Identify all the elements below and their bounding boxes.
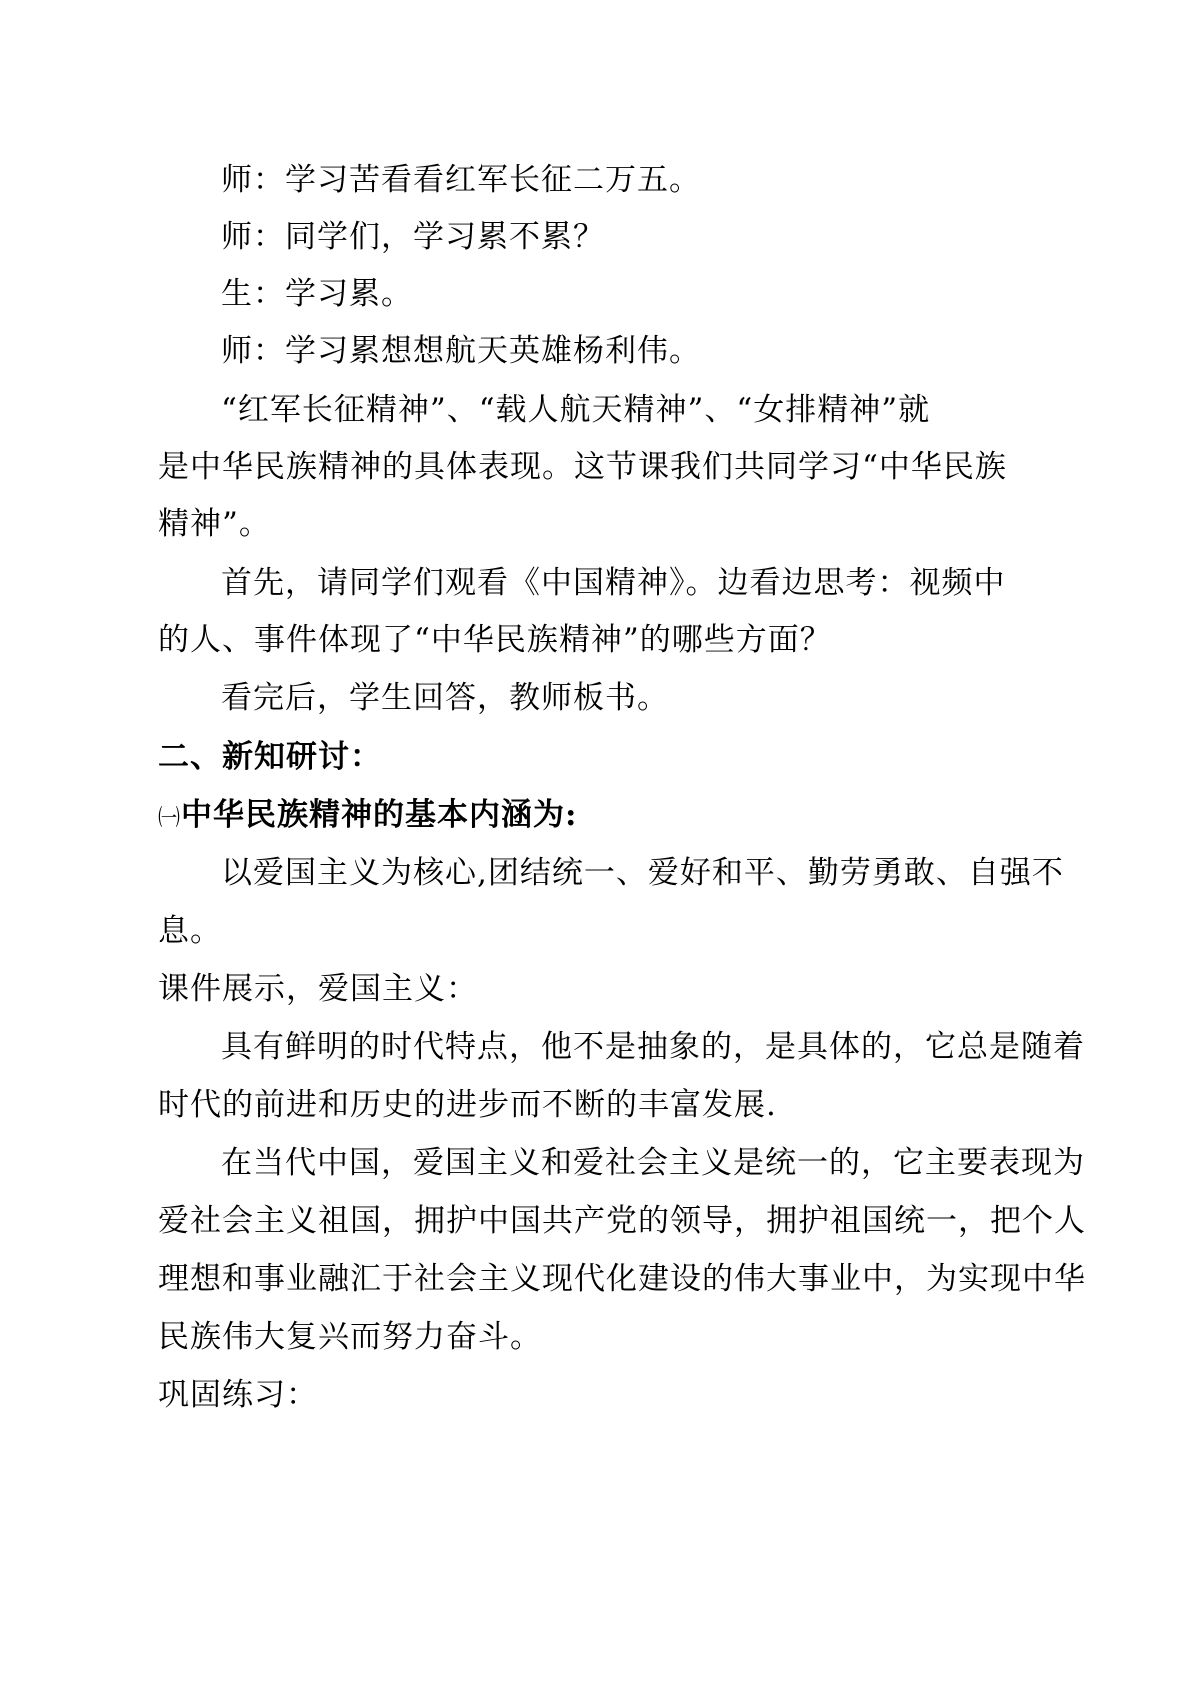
connotation-line-1: 以爱国主义为核心,团结统一、爱好和平、勤劳勇敢、自强不	[221, 855, 1064, 891]
intro-paragraph-line-1: “红军长征精神”、“载人航天精神”、“女排精神”就	[221, 392, 931, 428]
contemporary-line-4: 民族伟大复兴而努力奋斗。	[158, 1319, 542, 1355]
intro-paragraph-line-3: 精神”。	[158, 506, 271, 542]
subsection-number: ㈠	[158, 806, 182, 831]
dialogue-line-teacher-3: 师：学习累想想航天英雄杨利伟。	[221, 333, 701, 369]
patriotism-line-1: 具有鲜明的时代特点，他不是抽象的，是具体的，它总是随着	[221, 1029, 1085, 1065]
intro-paragraph-line-2: 是中华民族精神的具体表现。这节课我们共同学习“中华民族	[158, 449, 1007, 485]
subsection-title: 中华民族精神的基本内涵为:	[181, 797, 578, 833]
patriotism-line-2: 时代的前进和历史的进步而不断的丰富发展.	[158, 1087, 777, 1123]
board-paragraph: 看完后，学生回答，教师板书。	[221, 680, 669, 716]
connotation-line-2: 息。	[158, 913, 222, 949]
contemporary-line-3: 理想和事业融汇于社会主义现代化建设的伟大事业中，为实现中华	[158, 1261, 1086, 1297]
subsection-heading	[158, 795, 1038, 839]
video-paragraph-line-1: 首先，请同学们观看《中国精神》。边看边思考：视频中	[221, 565, 1006, 601]
practice-label: 巩固练习：	[158, 1377, 318, 1413]
contemporary-line-1: 在当代中国，爱国主义和爱社会主义是统一的，它主要表现为	[221, 1145, 1085, 1181]
dialogue-line-student: 生：学习累。	[221, 276, 413, 312]
courseware-label: 课件展示，爱国主义：	[158, 971, 478, 1007]
dialogue-line-teacher-2: 师：同学们，学习累不累？	[221, 219, 605, 255]
dialogue-line-teacher-1: 师：学习苦看看红军长征二万五。	[221, 162, 701, 198]
contemporary-line-2: 爱社会主义祖国，拥护中国共产党的领导，拥护祖国统一，把个人	[158, 1203, 1086, 1239]
video-paragraph-line-2: 的人、事件体现了“中华民族精神”的哪些方面？	[158, 622, 832, 658]
section-heading: 二、新知研讨：	[158, 739, 382, 775]
